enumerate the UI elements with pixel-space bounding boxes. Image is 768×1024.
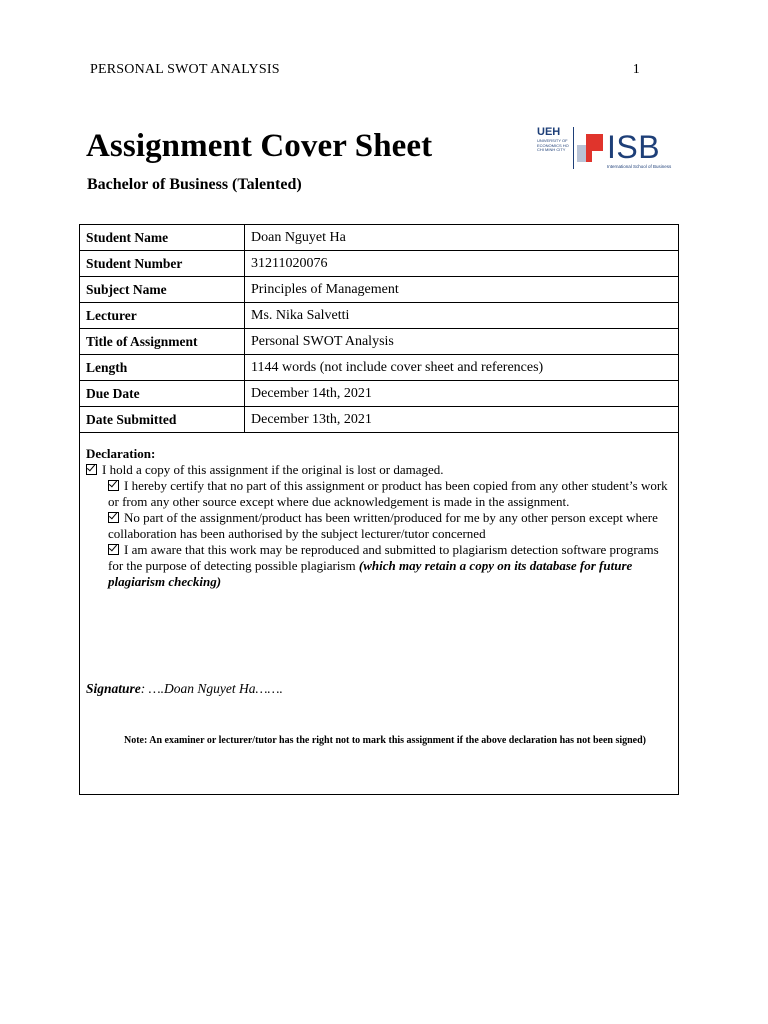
row-value: December 13th, 2021: [245, 407, 679, 433]
isb-wordmark: ISB: [607, 129, 661, 165]
declaration-item-text: I hereby certify that no part of this assignment or product has been copied from any other student’s work or from any other source except where due acknowledgement is made in the assignment.: [108, 478, 668, 509]
table-row: [80, 381, 679, 407]
row-value: December 14th, 2021: [245, 381, 679, 407]
row-label: Lecturer: [80, 303, 245, 329]
declaration-item-emphasis: (which may retain a copy on its database for future plagiarism checking): [108, 558, 633, 589]
isb-mark-icon: [577, 134, 603, 162]
signature-label: Signature: [86, 681, 141, 696]
page-number: 1: [632, 62, 640, 77]
checkbox-checked-icon: [108, 512, 119, 523]
signature-line: [86, 681, 283, 697]
row-value: Principles of Management: [245, 277, 679, 303]
declaration-item: [86, 510, 671, 542]
running-header: [90, 62, 640, 78]
row-label: Subject Name: [80, 277, 245, 303]
cover-sheet-table: [79, 224, 679, 795]
table-row: [80, 277, 679, 303]
declaration-item: [86, 542, 671, 590]
row-value: 31211020076: [245, 251, 679, 277]
row-label: Student Number: [80, 251, 245, 277]
declaration-item: [86, 478, 671, 510]
declaration-item-text: I hold a copy of this assignment if the original is lost or damaged.: [102, 462, 444, 477]
page-title: Assignment Cover Sheet: [86, 128, 433, 164]
ueh-tagline: UNIVERSITY OF ECONOMICS HO CHI MINH CITY: [537, 138, 569, 153]
isb-tagline: International School of Business: [607, 164, 672, 169]
row-label: Length: [80, 355, 245, 381]
declaration-row: [80, 433, 679, 795]
row-value: 1144 words (not include cover sheet and references): [245, 355, 679, 381]
table-row: [80, 355, 679, 381]
table-row: [80, 225, 679, 251]
ueh-isb-logo: [537, 126, 672, 172]
table-row: [80, 303, 679, 329]
declaration-note: Note: An examiner or lecturer/tutor has the right not to mark this assignment if the above declaration has not been signed): [124, 735, 647, 746]
row-label: Title of Assignment: [80, 329, 245, 355]
row-value: Doan Nguyet Ha: [245, 225, 679, 251]
row-label: Due Date: [80, 381, 245, 407]
table-row: [80, 329, 679, 355]
ueh-wordmark: UEH: [537, 126, 561, 138]
declaration-item-text: I am aware that this work may be reproduced and submitted to plagiarism detection software programs for the purpose of detecting possible plagiarism: [108, 542, 659, 573]
checkbox-checked-icon: [86, 464, 97, 475]
logo-divider: [573, 127, 574, 169]
declaration-heading: Declaration:: [86, 446, 156, 461]
running-title: PERSONAL SWOT ANALYSIS: [90, 62, 280, 77]
row-label: Student Name: [80, 225, 245, 251]
declaration-box: [80, 433, 679, 795]
declaration-item-text: No part of the assignment/product has been written/produced for me by any other person except where collaboration has been authorised by the subject lecturer/tutor concerned: [108, 510, 658, 541]
signature-value: : ….Doan Nguyet Ha…….: [140, 681, 283, 696]
row-value: Ms. Nika Salvetti: [245, 303, 679, 329]
checkbox-checked-icon: [108, 480, 119, 491]
row-value: Personal SWOT Analysis: [245, 329, 679, 355]
table-row: [80, 251, 679, 277]
table-row: [80, 407, 679, 433]
row-label: Date Submitted: [80, 407, 245, 433]
declaration-item: [86, 462, 671, 478]
page-subtitle: Bachelor of Business (Talented): [87, 176, 302, 193]
checkbox-checked-icon: [108, 544, 119, 555]
